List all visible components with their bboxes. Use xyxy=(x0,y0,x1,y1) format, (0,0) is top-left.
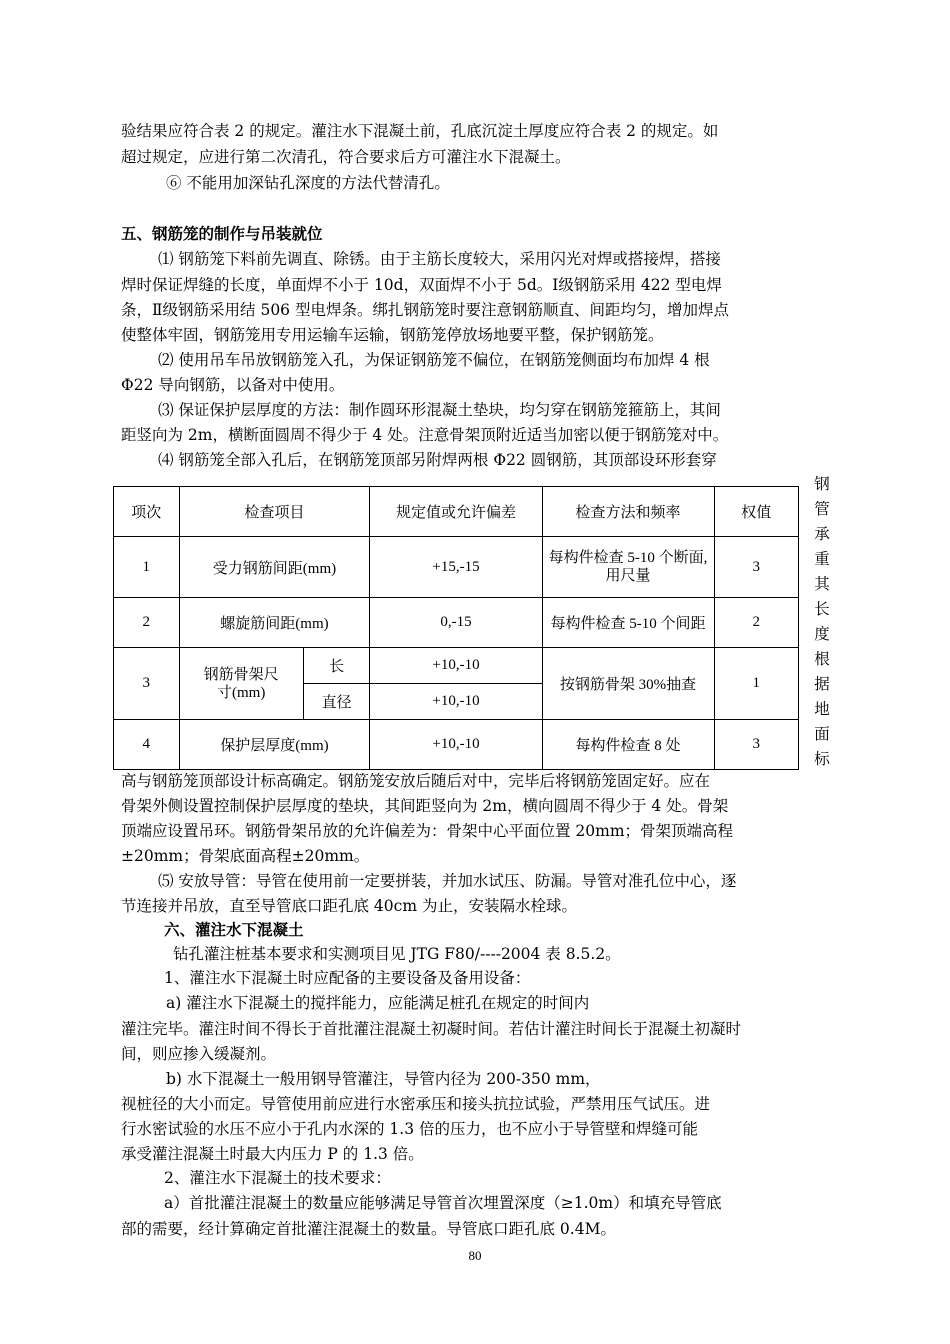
text-line: ⑶ 保证保护层厚度的方法：制作圆环形混凝土垫块，均匀穿在钢筋笼箍筋上，其间 xyxy=(158,401,721,419)
text-line: ⑥ 不能用加深钻孔深度的方法代替清孔。 xyxy=(166,174,450,192)
table-header-cell: 检查项目 xyxy=(179,487,370,537)
text-line: ⑷ 钢筋笼全部入孔后，在钢筋笼顶部另附焊两根 Φ22 圆钢筋，其顶部设环形套穿 xyxy=(158,451,717,469)
table-cell: 3 xyxy=(714,537,798,598)
table-cell: 保护层厚度(mm) xyxy=(179,720,370,770)
table-cell-line: 钢筋骨架尺 xyxy=(203,666,279,683)
text-line: 验结果应符合表 2 的规定。灌注水下混凝土前，孔底沉淀土厚度应符合表 2 的规定。如 xyxy=(121,122,719,140)
table-cell: +10,-10 xyxy=(370,720,542,770)
side-char: 据 xyxy=(814,675,830,693)
table-row xyxy=(114,537,799,598)
table-cell: 每构件检查 8 处 xyxy=(542,720,714,770)
table-cell: 4 xyxy=(114,720,180,770)
table-row xyxy=(114,720,799,770)
table-cell xyxy=(179,648,303,720)
side-char: 承 xyxy=(814,525,830,543)
text-line: a) 灌注水下混凝土的搅拌能力，应能满足桩孔在规定的时间内 xyxy=(166,994,590,1012)
text-line: 部的需要，经计算确定首批灌注混凝土的数量。导管底口距孔底 0.4M。 xyxy=(121,1220,616,1238)
table-header-cell: 规定值或允许偏差 xyxy=(370,487,542,537)
text-line: ±20mm；骨架底面高程±20mm。 xyxy=(121,847,370,865)
table-cell: 3 xyxy=(114,648,180,720)
table-cell-line: 每构件检查 5-10 个断面, xyxy=(548,550,708,566)
side-char: 度 xyxy=(814,625,830,643)
table-cell: 3 xyxy=(714,720,798,770)
text-line: 条，Ⅱ级钢筋采用结 506 型电焊条。绑扎钢筋笼时要注意钢筋顺直、间距均匀，增加焊点 xyxy=(121,301,729,319)
table-cell: 2 xyxy=(114,598,180,648)
text-line: 顶端应设置吊环。钢筋骨架吊放的允许偏差为：骨架中心平面位置 20mm；骨架顶端高程 xyxy=(121,822,734,840)
text-line: ⑵ 使用吊车吊放钢筋笼入孔，为保证钢筋笼不偏位，在钢筋笼侧面均布加焊 4 根 xyxy=(158,351,710,369)
side-char: 钢 xyxy=(814,475,830,493)
table-cell: 1 xyxy=(114,537,180,598)
table-cell: +10,-10 xyxy=(370,648,542,684)
side-char: 根 xyxy=(814,650,830,668)
text-line: 灌注完毕。灌注时间不得长于首批灌注混凝土初凝时间。若估计灌注时间长于混凝土初凝时 xyxy=(121,1020,742,1038)
table-cell: +10,-10 xyxy=(370,684,542,720)
table-row xyxy=(114,648,799,684)
text-line: ⑴ 钢筋笼下料前先调直、除锈。由于主筋长度较大，采用闪光对焊或搭接焊，搭接 xyxy=(158,250,721,268)
text-line: 高与钢筋笼顶部设计标高确定。钢筋笼安放后随后对中，完毕后将钢筋笼固定好。应在 xyxy=(121,772,711,790)
table-header-row xyxy=(114,487,799,537)
table-cell: +15,-15 xyxy=(370,537,542,598)
text-line: 骨架外侧设置控制保护层厚度的垫块，其间距竖向为 2m，横向圆周不得少于 4 处。骨架 xyxy=(121,797,729,815)
text-line: 1、灌注水下混凝土时应配备的主要设备及备用设备： xyxy=(164,969,531,987)
text-line: 承受灌注混凝土时最大内压力 P 的 1.3 倍。 xyxy=(121,1145,424,1163)
text-line: a）首批灌注混凝土的数量应能够满足导管首次埋置深度（≥1.0m）和填充导管底 xyxy=(164,1194,722,1212)
text-line: 距竖向为 2m，横断面圆周不得少于 4 处。注意骨架顶附近适当加密以便于钢筋笼对中。 xyxy=(121,426,729,444)
table-header-cell: 检查方法和频率 xyxy=(542,487,714,537)
table-cell: 螺旋筋间距(mm) xyxy=(179,598,370,648)
text-line: 焊时保证焊缝的长度，单面焊不小于 10d，双面焊不小于 5d。Ⅰ级钢筋采用 422 型电焊 xyxy=(121,276,722,294)
table-cell-line: 寸(mm) xyxy=(217,684,266,701)
table-cell: 0,-15 xyxy=(370,598,542,648)
side-char: 其 xyxy=(814,575,830,593)
text-line: 使整体牢固，钢筋笼用专用运输车运输，钢筋笼停放场地要平整，保护钢筋笼。 xyxy=(121,326,664,344)
table-cell: 直径 xyxy=(303,684,370,720)
table-header-cell: 项次 xyxy=(114,487,180,537)
table-cell: 受力钢筋间距(mm) xyxy=(179,537,370,598)
text-line: ⑸ 安放导管：导管在使用前一定要拼装，并加水试压、防漏。导管对准孔位中心，逐 xyxy=(158,872,737,890)
text-line: 2、灌注水下混凝土的技术要求： xyxy=(164,1169,391,1187)
text-line: Φ22 导向钢筋，以备对中使用。 xyxy=(121,376,345,394)
section-heading: 六、灌注水下混凝土 xyxy=(164,921,304,939)
side-char: 长 xyxy=(814,600,830,618)
table-header-cell: 权值 xyxy=(714,487,798,537)
text-line: 钻孔灌注桩基本要求和实测项目见 JTG F80/----2004 表 8.5.2。 xyxy=(173,945,621,963)
text-line: b) 水下混凝土一般用钢导管灌注，导管内径为 200-350 mm， xyxy=(166,1070,601,1088)
text-line: 节连接并吊放，直至导管底口距孔底 40cm 为止，安装隔水栓球。 xyxy=(121,897,577,915)
side-char: 标 xyxy=(814,750,830,768)
section-heading: 五、钢筋笼的制作与吊装就位 xyxy=(121,225,323,243)
table-cell: 长 xyxy=(303,648,370,684)
table-cell: 1 xyxy=(714,648,798,720)
table-cell: 每构件检查 5-10 个间距 xyxy=(542,598,714,648)
table-row xyxy=(114,598,799,648)
text-line: 行水密试验的水压不应小于孔内水深的 1.3 倍的压力，也不应小于导管壁和焊缝可能 xyxy=(121,1120,699,1138)
side-char: 重 xyxy=(814,550,830,568)
table-cell-line: 用尺量 xyxy=(605,568,651,584)
inspection-table xyxy=(113,486,799,770)
table-cell: 按钢筋骨架 30%抽查 xyxy=(542,648,714,720)
page-number: 80 xyxy=(468,1248,482,1263)
table-cell xyxy=(542,537,714,598)
side-char: 管 xyxy=(814,500,830,518)
table-cell: 2 xyxy=(714,598,798,648)
text-line: 视桩径的大小而定。导管使用前应进行水密承压和接头抗拉试验，严禁用压气试压。进 xyxy=(121,1095,711,1113)
side-char: 面 xyxy=(814,725,830,743)
side-char: 地 xyxy=(814,700,830,718)
text-line: 间，则应掺入缓凝剂。 xyxy=(121,1045,277,1063)
text-line: 超过规定，应进行第二次清孔，符合要求后方可灌注水下混凝土。 xyxy=(121,148,571,166)
